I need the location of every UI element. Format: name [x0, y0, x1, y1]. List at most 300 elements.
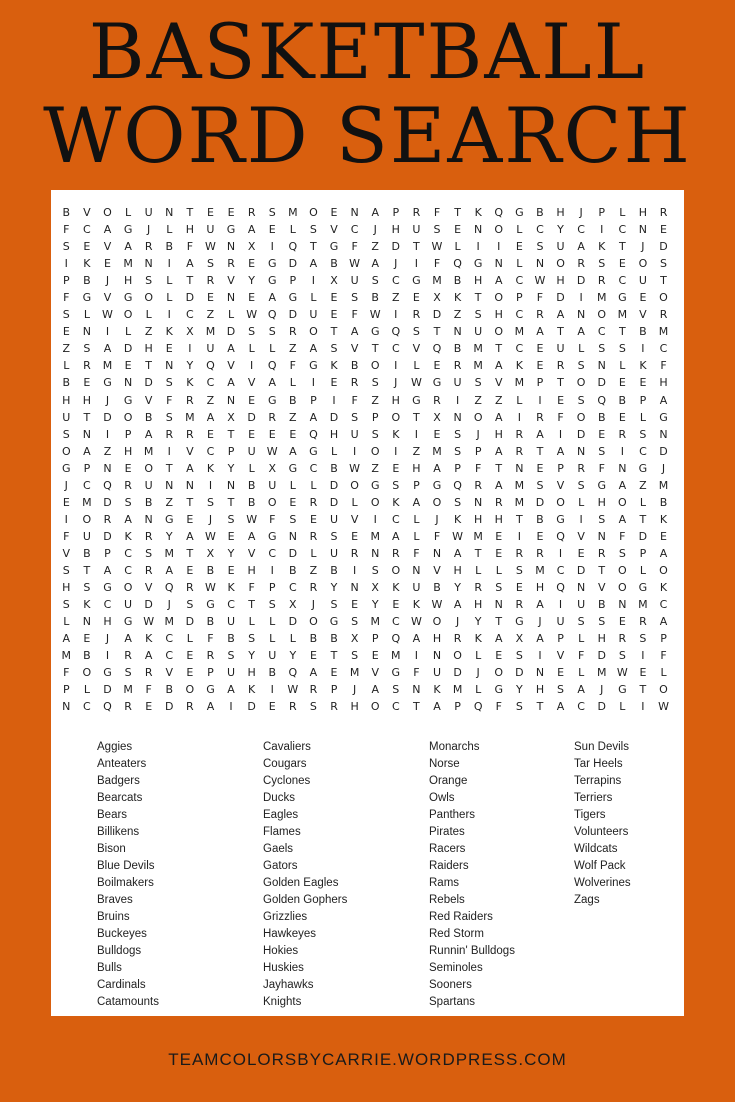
grid-letter[interactable]: Y [248, 274, 255, 288]
grid-letter[interactable]: C [391, 512, 400, 526]
grid-letter[interactable]: C [618, 223, 627, 237]
grid-letter[interactable]: A [495, 632, 503, 646]
grid-letter[interactable]: R [577, 461, 585, 475]
grid-letter[interactable]: B [453, 342, 462, 356]
grid-letter[interactable]: E [186, 512, 194, 526]
grid-letter[interactable]: K [659, 581, 668, 595]
grid-letter[interactable]: D [288, 546, 298, 560]
grid-letter[interactable]: F [413, 666, 420, 680]
grid-letter[interactable]: A [206, 410, 215, 424]
grid-letter[interactable]: L [639, 563, 646, 577]
grid-letter[interactable]: K [474, 632, 482, 646]
grid-letter[interactable]: O [638, 257, 648, 271]
grid-letter[interactable]: V [556, 649, 565, 663]
grid-letter[interactable]: A [495, 444, 503, 458]
grid-letter[interactable]: O [597, 308, 607, 322]
grid-letter[interactable]: G [412, 393, 421, 407]
grid-letter[interactable]: G [638, 581, 648, 595]
grid-letter[interactable]: D [288, 615, 298, 629]
grid-letter[interactable]: S [227, 512, 235, 526]
grid-letter[interactable]: S [62, 563, 70, 577]
grid-letter[interactable]: R [577, 257, 585, 271]
grid-letter[interactable]: O [494, 223, 504, 237]
grid-letter[interactable]: Q [453, 478, 462, 492]
grid-letter[interactable]: L [166, 291, 173, 305]
grid-letter[interactable]: I [394, 359, 398, 373]
grid-letter[interactable]: G [123, 615, 133, 629]
grid-letter[interactable]: Y [557, 223, 564, 237]
grid-letter[interactable]: A [536, 427, 544, 441]
grid-letter[interactable]: H [494, 512, 503, 526]
grid-letter[interactable]: A [227, 683, 235, 697]
grid-letter[interactable]: T [618, 240, 626, 254]
grid-letter[interactable]: I [620, 444, 624, 458]
grid-letter[interactable]: Q [164, 581, 174, 595]
grid-letter[interactable]: J [373, 223, 377, 237]
grid-letter[interactable]: C [309, 461, 318, 475]
grid-letter[interactable]: L [125, 325, 132, 339]
grid-letter[interactable]: I [270, 563, 274, 577]
grid-letter[interactable]: O [659, 291, 668, 305]
grid-letter[interactable]: U [453, 376, 462, 390]
grid-letter[interactable]: W [410, 615, 422, 629]
grid-letter[interactable]: S [515, 700, 523, 714]
grid-letter[interactable]: P [454, 461, 461, 475]
grid-letter[interactable]: O [494, 291, 504, 305]
grid-letter[interactable]: G [618, 291, 627, 305]
grid-letter[interactable]: L [454, 240, 461, 254]
grid-letter[interactable]: T [660, 274, 667, 288]
grid-letter[interactable]: T [454, 206, 461, 219]
grid-letter[interactable]: D [432, 308, 442, 322]
grid-letter[interactable]: Q [556, 529, 565, 543]
grid-letter[interactable]: B [453, 274, 462, 288]
grid-letter[interactable]: L [578, 342, 585, 356]
grid-letter[interactable]: N [82, 615, 91, 629]
grid-letter[interactable]: K [639, 359, 647, 373]
grid-letter[interactable]: R [536, 546, 544, 560]
grid-letter[interactable]: S [598, 615, 606, 629]
grid-letter[interactable]: S [392, 478, 400, 492]
grid-letter[interactable]: L [289, 376, 296, 390]
grid-letter[interactable]: I [394, 444, 398, 458]
grid-letter[interactable]: U [144, 206, 153, 219]
grid-letter[interactable]: Z [474, 393, 482, 407]
grid-letter[interactable]: Z [289, 342, 297, 356]
grid-letter[interactable]: L [516, 223, 523, 237]
grid-letter[interactable]: V [433, 563, 441, 577]
grid-letter[interactable]: S [186, 598, 194, 612]
grid-letter[interactable]: T [474, 291, 482, 305]
grid-letter[interactable]: O [659, 683, 668, 697]
grid-letter[interactable]: E [577, 546, 585, 560]
grid-letter[interactable]: S [577, 478, 585, 492]
grid-letter[interactable]: O [617, 581, 627, 595]
grid-letter[interactable]: J [394, 257, 398, 271]
grid-letter[interactable]: C [103, 598, 112, 612]
grid-letter[interactable]: V [556, 478, 565, 492]
grid-letter[interactable]: A [227, 342, 235, 356]
grid-letter[interactable]: R [186, 393, 194, 407]
grid-letter[interactable]: O [61, 444, 71, 458]
grid-letter[interactable]: B [330, 563, 338, 577]
grid-letter[interactable]: R [83, 359, 91, 373]
grid-letter[interactable]: M [164, 615, 175, 629]
grid-letter[interactable]: Y [289, 649, 297, 663]
grid-letter[interactable]: A [186, 529, 194, 543]
grid-letter[interactable]: M [123, 257, 133, 271]
grid-letter[interactable]: Q [267, 359, 277, 373]
grid-letter[interactable]: Z [494, 393, 503, 407]
grid-letter[interactable]: M [473, 529, 483, 543]
grid-letter[interactable]: W [410, 376, 422, 390]
grid-letter[interactable]: H [432, 632, 442, 646]
grid-letter[interactable]: C [83, 223, 91, 237]
grid-letter[interactable]: A [186, 257, 194, 271]
grid-letter[interactable]: B [206, 615, 215, 629]
grid-letter[interactable]: S [433, 223, 441, 237]
grid-letter[interactable]: T [536, 444, 544, 458]
grid-letter[interactable]: G [659, 410, 668, 424]
grid-letter[interactable]: H [329, 427, 339, 441]
grid-letter[interactable]: X [515, 632, 524, 646]
grid-letter[interactable]: D [247, 700, 256, 714]
grid-letter[interactable]: S [165, 410, 173, 424]
grid-letter[interactable]: S [618, 649, 626, 663]
grid-letter[interactable]: A [412, 632, 421, 646]
grid-letter[interactable]: R [103, 512, 112, 526]
grid-letter[interactable]: O [494, 666, 504, 680]
grid-letter[interactable]: C [515, 342, 524, 356]
grid-letter[interactable]: T [248, 598, 255, 612]
grid-letter[interactable]: U [350, 274, 359, 288]
grid-letter[interactable]: Y [227, 461, 235, 475]
grid-letter[interactable]: E [618, 410, 626, 424]
grid-letter[interactable]: A [495, 478, 503, 492]
grid-letter[interactable]: Z [392, 291, 400, 305]
grid-letter[interactable]: W [246, 512, 258, 526]
grid-letter[interactable]: A [433, 461, 441, 475]
grid-letter[interactable]: R [474, 478, 482, 492]
grid-letter[interactable]: I [167, 444, 171, 458]
grid-letter[interactable]: E [248, 393, 256, 407]
grid-letter[interactable]: N [226, 478, 236, 492]
grid-letter[interactable]: K [392, 495, 400, 509]
grid-letter[interactable]: J [105, 274, 110, 288]
grid-letter[interactable]: A [577, 325, 585, 339]
grid-letter[interactable]: R [309, 529, 318, 543]
grid-letter[interactable]: S [309, 223, 317, 237]
grid-letter[interactable]: O [391, 563, 401, 577]
grid-letter[interactable]: P [413, 478, 420, 492]
grid-letter[interactable]: C [165, 649, 174, 663]
grid-letter[interactable]: R [659, 308, 668, 322]
grid-letter[interactable]: E [206, 206, 214, 219]
grid-letter[interactable]: M [123, 683, 133, 697]
grid-letter[interactable]: I [641, 649, 645, 663]
grid-letter[interactable]: N [618, 598, 627, 612]
grid-letter[interactable]: F [536, 291, 544, 305]
grid-letter[interactable]: J [579, 206, 583, 219]
grid-letter[interactable]: V [350, 342, 359, 356]
grid-letter[interactable]: A [536, 325, 544, 339]
grid-letter[interactable]: Q [597, 393, 607, 407]
grid-letter[interactable]: V [597, 581, 606, 595]
grid-letter[interactable]: R [515, 444, 524, 458]
grid-letter[interactable]: R [268, 410, 277, 424]
grid-letter[interactable]: Z [144, 325, 153, 339]
grid-letter[interactable]: Q [103, 478, 112, 492]
grid-letter[interactable]: Y [227, 546, 235, 560]
grid-letter[interactable]: A [556, 700, 565, 714]
grid-letter[interactable]: M [432, 274, 442, 288]
grid-letter[interactable]: S [268, 598, 276, 612]
grid-letter[interactable]: E [515, 240, 523, 254]
grid-letter[interactable]: I [414, 649, 419, 663]
grid-letter[interactable]: L [248, 342, 255, 356]
grid-letter[interactable]: Z [639, 478, 647, 492]
grid-letter[interactable]: N [577, 581, 586, 595]
grid-letter[interactable]: I [538, 649, 542, 663]
grid-letter[interactable]: S [639, 632, 647, 646]
grid-letter[interactable]: A [124, 512, 132, 526]
grid-letter[interactable]: D [597, 649, 606, 663]
grid-letter[interactable]: L [186, 632, 193, 646]
grid-letter[interactable]: N [123, 376, 133, 390]
grid-letter[interactable]: H [556, 274, 565, 288]
grid-letter[interactable]: B [62, 206, 71, 219]
grid-letter[interactable]: S [371, 376, 379, 390]
grid-letter[interactable]: P [330, 683, 338, 697]
grid-letter[interactable]: A [268, 376, 276, 390]
grid-letter[interactable]: G [515, 615, 524, 629]
grid-letter[interactable]: A [495, 274, 503, 288]
grid-letter[interactable]: E [289, 427, 297, 441]
grid-letter[interactable]: T [83, 563, 91, 577]
grid-letter[interactable]: S [145, 274, 153, 288]
grid-letter[interactable]: E [145, 700, 153, 714]
grid-letter[interactable]: E [124, 461, 132, 475]
grid-letter[interactable]: V [247, 376, 256, 390]
grid-letter[interactable]: O [370, 444, 380, 458]
grid-letter[interactable]: B [144, 495, 153, 509]
grid-letter[interactable]: C [391, 700, 400, 714]
grid-letter[interactable]: R [453, 632, 462, 646]
grid-letter[interactable]: J [641, 240, 645, 254]
grid-letter[interactable]: S [536, 240, 544, 254]
grid-letter[interactable]: S [660, 257, 667, 271]
grid-letter[interactable]: Q [432, 342, 442, 356]
grid-letter[interactable]: R [186, 700, 194, 714]
grid-letter[interactable]: R [206, 649, 215, 663]
grid-letter[interactable]: M [185, 410, 195, 424]
grid-letter[interactable]: E [598, 427, 606, 441]
grid-letter[interactable]: D [556, 291, 565, 305]
grid-letter[interactable]: D [576, 274, 586, 288]
grid-letter[interactable]: L [63, 359, 70, 373]
grid-letter[interactable]: U [206, 342, 215, 356]
grid-letter[interactable]: A [103, 342, 112, 356]
grid-letter[interactable]: W [205, 529, 216, 543]
grid-letter[interactable]: V [144, 393, 153, 407]
grid-letter[interactable]: G [267, 257, 277, 271]
grid-letter[interactable]: Z [165, 495, 174, 509]
grid-letter[interactable]: A [577, 683, 585, 697]
grid-letter[interactable]: L [351, 495, 358, 509]
grid-letter[interactable]: S [495, 581, 503, 595]
grid-letter[interactable]: E [330, 291, 338, 305]
grid-letter[interactable]: D [329, 478, 339, 492]
grid-letter[interactable]: Z [206, 308, 215, 322]
grid-letter[interactable]: E [186, 563, 194, 577]
grid-letter[interactable]: Q [453, 257, 462, 271]
grid-letter[interactable]: G [226, 223, 236, 237]
grid-letter[interactable]: D [515, 666, 524, 680]
grid-letter[interactable]: D [185, 291, 195, 305]
grid-letter[interactable]: V [227, 359, 235, 373]
grid-letter[interactable]: C [227, 598, 235, 612]
grid-letter[interactable]: Z [309, 563, 318, 577]
grid-letter[interactable]: H [474, 598, 483, 612]
grid-letter[interactable]: R [639, 615, 647, 629]
grid-letter[interactable]: E [371, 649, 379, 663]
grid-letter[interactable]: L [289, 632, 296, 646]
grid-letter[interactable]: E [248, 427, 256, 441]
grid-letter[interactable]: U [124, 598, 133, 612]
grid-letter[interactable]: C [206, 376, 215, 390]
grid-letter[interactable]: S [62, 308, 70, 322]
grid-letter[interactable]: W [349, 461, 361, 475]
grid-letter[interactable]: I [517, 410, 521, 424]
grid-letter[interactable]: H [474, 274, 483, 288]
grid-letter[interactable]: P [474, 444, 482, 458]
grid-letter[interactable]: I [64, 512, 68, 526]
grid-letter[interactable]: L [166, 274, 173, 288]
grid-letter[interactable]: F [577, 649, 585, 663]
grid-letter[interactable]: L [248, 615, 255, 629]
grid-letter[interactable]: F [166, 393, 173, 407]
grid-letter[interactable]: O [144, 291, 153, 305]
grid-letter[interactable]: D [659, 444, 668, 458]
grid-letter[interactable]: G [412, 274, 421, 288]
grid-letter[interactable]: I [167, 257, 171, 271]
grid-letter[interactable]: U [82, 529, 91, 543]
grid-letter[interactable]: N [638, 223, 648, 237]
grid-letter[interactable]: K [248, 683, 256, 697]
grid-letter[interactable]: D [391, 240, 401, 254]
grid-letter[interactable]: E [330, 206, 338, 219]
grid-letter[interactable]: D [329, 410, 339, 424]
grid-letter[interactable]: G [103, 666, 112, 680]
grid-letter[interactable]: D [453, 666, 462, 680]
grid-letter[interactable]: S [248, 632, 256, 646]
grid-letter[interactable]: D [103, 683, 112, 697]
grid-letter[interactable]: N [62, 700, 71, 714]
grid-letter[interactable]: R [227, 257, 235, 271]
grid-letter[interactable]: K [392, 581, 400, 595]
grid-letter[interactable]: I [538, 393, 542, 407]
grid-letter[interactable]: I [270, 240, 274, 254]
grid-letter[interactable]: D [144, 598, 153, 612]
grid-letter[interactable]: L [83, 683, 90, 697]
grid-letter[interactable]: G [267, 274, 277, 288]
grid-letter[interactable]: A [536, 598, 544, 612]
grid-letter[interactable]: R [433, 393, 441, 407]
grid-letter[interactable]: G [309, 444, 318, 458]
grid-letter[interactable]: E [62, 325, 70, 339]
grid-letter[interactable]: I [64, 257, 68, 271]
grid-letter[interactable]: B [536, 512, 544, 526]
grid-letter[interactable]: A [206, 700, 215, 714]
grid-letter[interactable]: P [557, 632, 564, 646]
grid-letter[interactable]: M [596, 666, 607, 680]
grid-letter[interactable]: G [597, 478, 606, 492]
grid-letter[interactable]: V [103, 291, 112, 305]
grid-letter[interactable]: P [557, 461, 564, 475]
grid-letter[interactable]: Z [371, 461, 379, 475]
grid-letter[interactable]: L [227, 308, 235, 322]
grid-letter[interactable]: A [309, 257, 318, 271]
grid-letter[interactable]: K [83, 257, 91, 271]
grid-letter[interactable]: E [392, 461, 400, 475]
grid-letter[interactable]: A [618, 478, 627, 492]
grid-letter[interactable]: G [267, 529, 277, 543]
grid-letter[interactable]: S [62, 240, 70, 254]
grid-letter[interactable]: R [350, 546, 359, 560]
grid-letter[interactable]: G [165, 512, 174, 526]
grid-letter[interactable]: L [475, 649, 482, 663]
grid-letter[interactable]: M [452, 683, 463, 697]
grid-letter[interactable]: N [165, 206, 174, 219]
grid-letter[interactable]: P [371, 632, 379, 646]
grid-letter[interactable]: W [534, 274, 546, 288]
grid-letter[interactable]: F [495, 700, 502, 714]
grid-letter[interactable]: V [165, 666, 174, 680]
grid-letter[interactable]: E [433, 359, 441, 373]
grid-letter[interactable]: S [268, 325, 276, 339]
grid-letter[interactable]: E [124, 359, 132, 373]
grid-letter[interactable]: V [350, 512, 359, 526]
grid-letter[interactable]: Q [103, 700, 112, 714]
grid-letter[interactable]: E [330, 666, 338, 680]
grid-letter[interactable]: U [144, 478, 153, 492]
grid-letter[interactable]: R [124, 700, 132, 714]
grid-letter[interactable]: H [185, 223, 194, 237]
grid-letter[interactable]: N [535, 257, 545, 271]
grid-letter[interactable]: G [432, 478, 442, 492]
grid-letter[interactable]: I [188, 342, 192, 356]
grid-letter[interactable]: E [309, 649, 317, 663]
grid-letter[interactable]: L [413, 529, 420, 543]
grid-letter[interactable]: L [310, 546, 317, 560]
grid-letter[interactable]: K [474, 206, 482, 219]
grid-letter[interactable]: D [226, 325, 236, 339]
grid-letter[interactable]: B [371, 291, 379, 305]
grid-letter[interactable]: W [452, 529, 464, 543]
grid-letter[interactable]: Y [454, 581, 461, 595]
grid-letter[interactable]: L [289, 478, 296, 492]
grid-letter[interactable]: S [577, 359, 585, 373]
grid-letter[interactable]: G [432, 376, 442, 390]
grid-letter[interactable]: X [289, 598, 297, 612]
grid-letter[interactable]: T [536, 700, 544, 714]
grid-letter[interactable]: H [597, 632, 606, 646]
grid-letter[interactable]: H [453, 563, 462, 577]
grid-letter[interactable]: F [433, 529, 441, 543]
grid-letter[interactable]: U [329, 546, 339, 560]
grid-letter[interactable]: P [310, 393, 317, 407]
grid-letter[interactable]: H [597, 495, 606, 509]
